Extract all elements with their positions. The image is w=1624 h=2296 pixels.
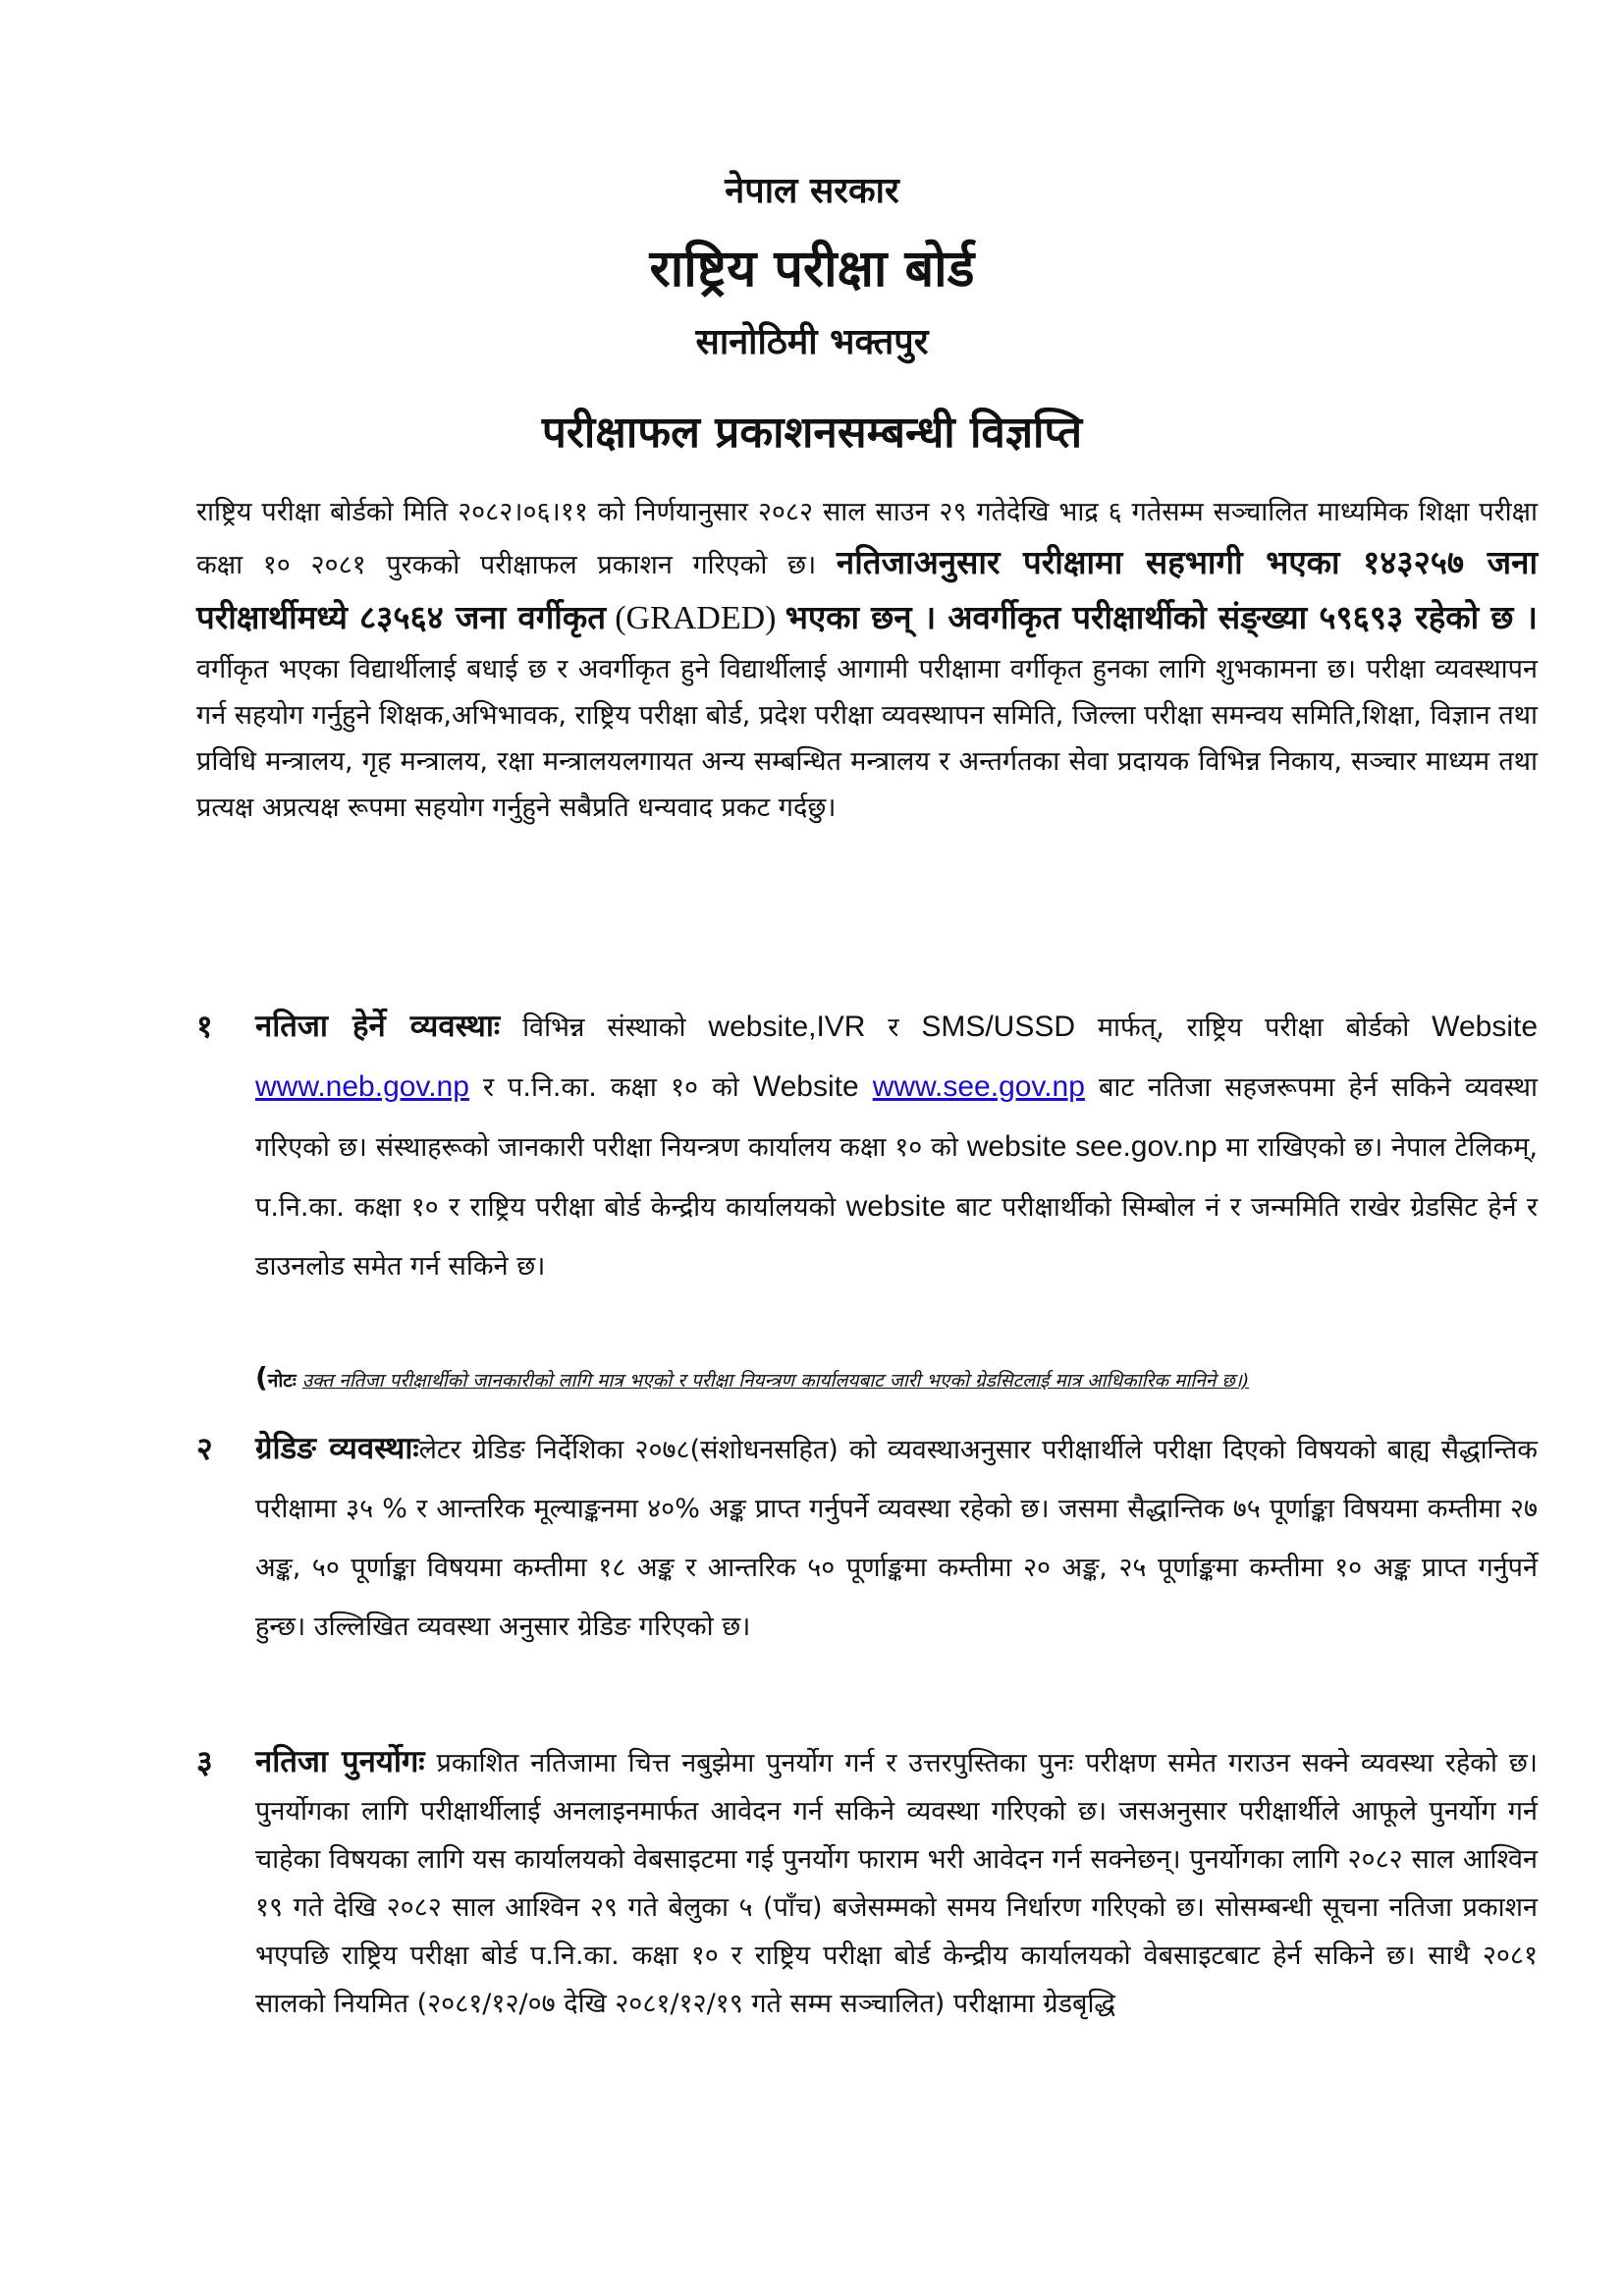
latin-text: Website [1432,1011,1538,1043]
section-title: नतिजा पुनर्योगः [255,1744,425,1779]
section-grading [196,1419,1538,1657]
result-summary-2: भएका छन् । अवर्गीकृत परीक्षार्थीको संङ्ख्या ५९६९३ रहेको छ । [785,598,1538,636]
section-recount [196,1738,1538,2028]
notice-title: परीक्षाफल प्रकाशनसम्बन्धी विज्ञप्ति [541,408,1083,458]
intro-paragraph [196,489,1538,831]
section-text: बाट नतिजा सहजरूपमा हेर्न सकिने व्यवस्था गरिएको छ। संस्थाहरूको जानकारी परीक्षा नियन्त्रण कार्यालय कक्षा १० को [255,1072,1538,1163]
section-number: १ [196,1008,213,1045]
section-text: विभिन्न संस्थाको [500,1012,709,1043]
neb-website-link[interactable]: www.neb.gov.np [255,1070,469,1103]
latin-text: website [845,1190,947,1223]
section-text: बाट परीक्षार्थीको सिम्बोल नं र जन्ममिति राखेर ग्रेडसिट हेर्न र डाउनलोड समेत गर्न सकिने छ। [255,1192,1538,1282]
see-website-link[interactable]: www.see.gov.np [872,1070,1085,1103]
latin-text: website see.gov.np [966,1130,1218,1163]
intro-text-1: राष्ट्रिय परीक्षा बोर्डको मिति २०८२।०६।११ को निर्णयानुसार २०८२ साल साउन २९ गतेदेखि भाद्र ६ गतेसम्म सञ्चालित माध्यमिक शिक्षा परीक्षा कक्षा १० २०८१ पुरकको परीक्षाफल प्रकाशन गरिएको छ। [196,497,1538,580]
latin-text: SMS/USSD [921,1011,1076,1043]
section-text: र [865,1012,922,1043]
graded-label: (GRADED) [615,600,777,636]
note-body: उक्त नतिजा परीक्षार्थीको जानकारीको लागि मात्र भएको र परीक्षा नियन्त्रण कार्यालयबाट जारी भएको ग्रेडसिटलाई मात्र आधिकारिक मानिने छ।) [301,1370,1250,1392]
section-text: लेटर ग्रेडिङ निर्देशिका २०७८(संशोधनसहित) को व्यवस्थाअनुसार परीक्षार्थीले परीक्षा दिएको विषयको बाह्य सैद्धान्तिक परीक्षामा ३५ % र आन्तरिक मूल्याङ्कनमा ४०% अङ्क प्राप्त गर्नुपर्ने व्यवस्था रहेको छ। जसमा सैद्धान्तिक ७५ पूर्णाङ्का विषयमा कम्तीमा २७ अङ्क, ५० पूर्णाङ्का विषयमा कम्तीमा १८ अङ्क र आन्तरिक ५० पूर्णाङ्कमा कम्तीमा २० अङ्क, २५ पूर्णाङ्कमा कम्तीमा १० अङ्क प्राप्त गर्नुपर्ने हुन्छ। उल्लिखित व्यवस्था अनुसार ग्रेडिङ गरिएको छ। [255,1435,1538,1642]
section-title: ग्रेडिङ व्यवस्थाः [255,1431,419,1466]
note [255,1363,1551,1395]
section-number: २ [196,1430,213,1467]
note-paren: ( [255,1361,268,1394]
section-text: मा राखिएको छ। नेपाल टेलिकम्, प.नि.का. कक्षा १० र राष्ट्रिय परीक्षा बोर्ड केन्द्रीय कार्यालयको [255,1132,1539,1223]
intro-text-2: वर्गीकृत भएका विद्यार्थीलाई बधाई छ र अवर्गीकृत हुने विद्यार्थीलाई आगामी परीक्षामा वर्गीकृत हुनका लागि शुभकामना छ। परीक्षा व्यवस्थापन गर्न सहयोग गर्नुहुने शिक्षक,अभिभावक, राष्ट्रिय परीक्षा बोर्ड, प्रदेश परीक्षा व्यवस्थापन समिति, जिल्ला परीक्षा समन्वय समिति,शिक्षा, विज्ञान तथा प्रविधि मन्त्रालय, गृह मन्त्रालय, रक्षा मन्त्रालयलगायत अन्य सम्बन्धित मन्त्रालय र अन्तर्गतका सेवा प्रदायक विभिन्न निकाय, सञ्चार माध्यम तथा प्रत्यक्ष अप्रत्यक्ष रूपमा सहयोग गर्नुहुने सबैप्रति धन्यवाद प्रकट गर्दछु। [196,654,1538,823]
section-title: नतिजा हेर्ने व्यवस्थाः [255,1009,501,1044]
latin-text: website,IVR [708,1011,866,1043]
latin-text: Website [752,1070,859,1103]
section-text: मार्फत्, राष्ट्रिय परीक्षा बोर्डको [1075,1012,1433,1043]
section-text: र प.नि.का. कक्षा १० को [468,1072,753,1103]
section-number: ३ [196,1743,213,1780]
government-heading: नेपाल सरकार [725,171,899,211]
section-result-viewing [196,997,1538,1296]
board-heading: राष्ट्रिय परीक्षा बोर्ड [649,240,975,299]
result-summary-1: नतिजाअनुसार परीक्षामा सहभागी भएका १४३२५७ जना परीक्षार्थीमध्ये ८३५६४ जना वर्गीकृत [196,543,1538,636]
section-text: प्रकाशित नतिजामा चित्त नबुझेमा पुनर्योग गर्न र उत्तरपुस्तिका पुनः परीक्षण समेत गराउन सक्ने व्यवस्था रहेको छ। पुनर्योगका लागि परीक्षार्थीलाई अनलाइनमार्फत आवेदन गर्न सकिने व्यवस्था गरिएको छ। जसअनुसार परीक्षार्थीले आफूले पुनर्योग गर्न चाहेका विषयका लागि यस कार्यालयको वेबसाइटमा गई पुनर्योग फाराम भरी आवेदन गर्न सक्नेछन्। पुनर्योगका लागि २०८२ साल आश्विन १९ गते देखि २०८२ साल आश्विन २९ गते बेलुका ५ (पाँच) बजेसम्मको समय निर्धारण गरिएको छ। सोसम्बन्धी सूचना नतिजा प्रकाशन भएपछि राष्ट्रिय परीक्षा बोर्ड प.नि.का. कक्षा १० र राष्ट्रिय परीक्षा बोर्ड केन्द्रीय कार्यालयको वेबसाइटबाट हेर्न सकिने छ। साथै २०८१ सालको नियमित (२०८१/१२/०७ देखि २०८१/१२/१९ गते सम्म सञ्चालित) परीक्षामा ग्रेडबृद्धि [255,1748,1538,2019]
location-heading: सानोठिमी भक्तपुर [695,322,929,362]
note-label: नोटः [267,1370,297,1392]
